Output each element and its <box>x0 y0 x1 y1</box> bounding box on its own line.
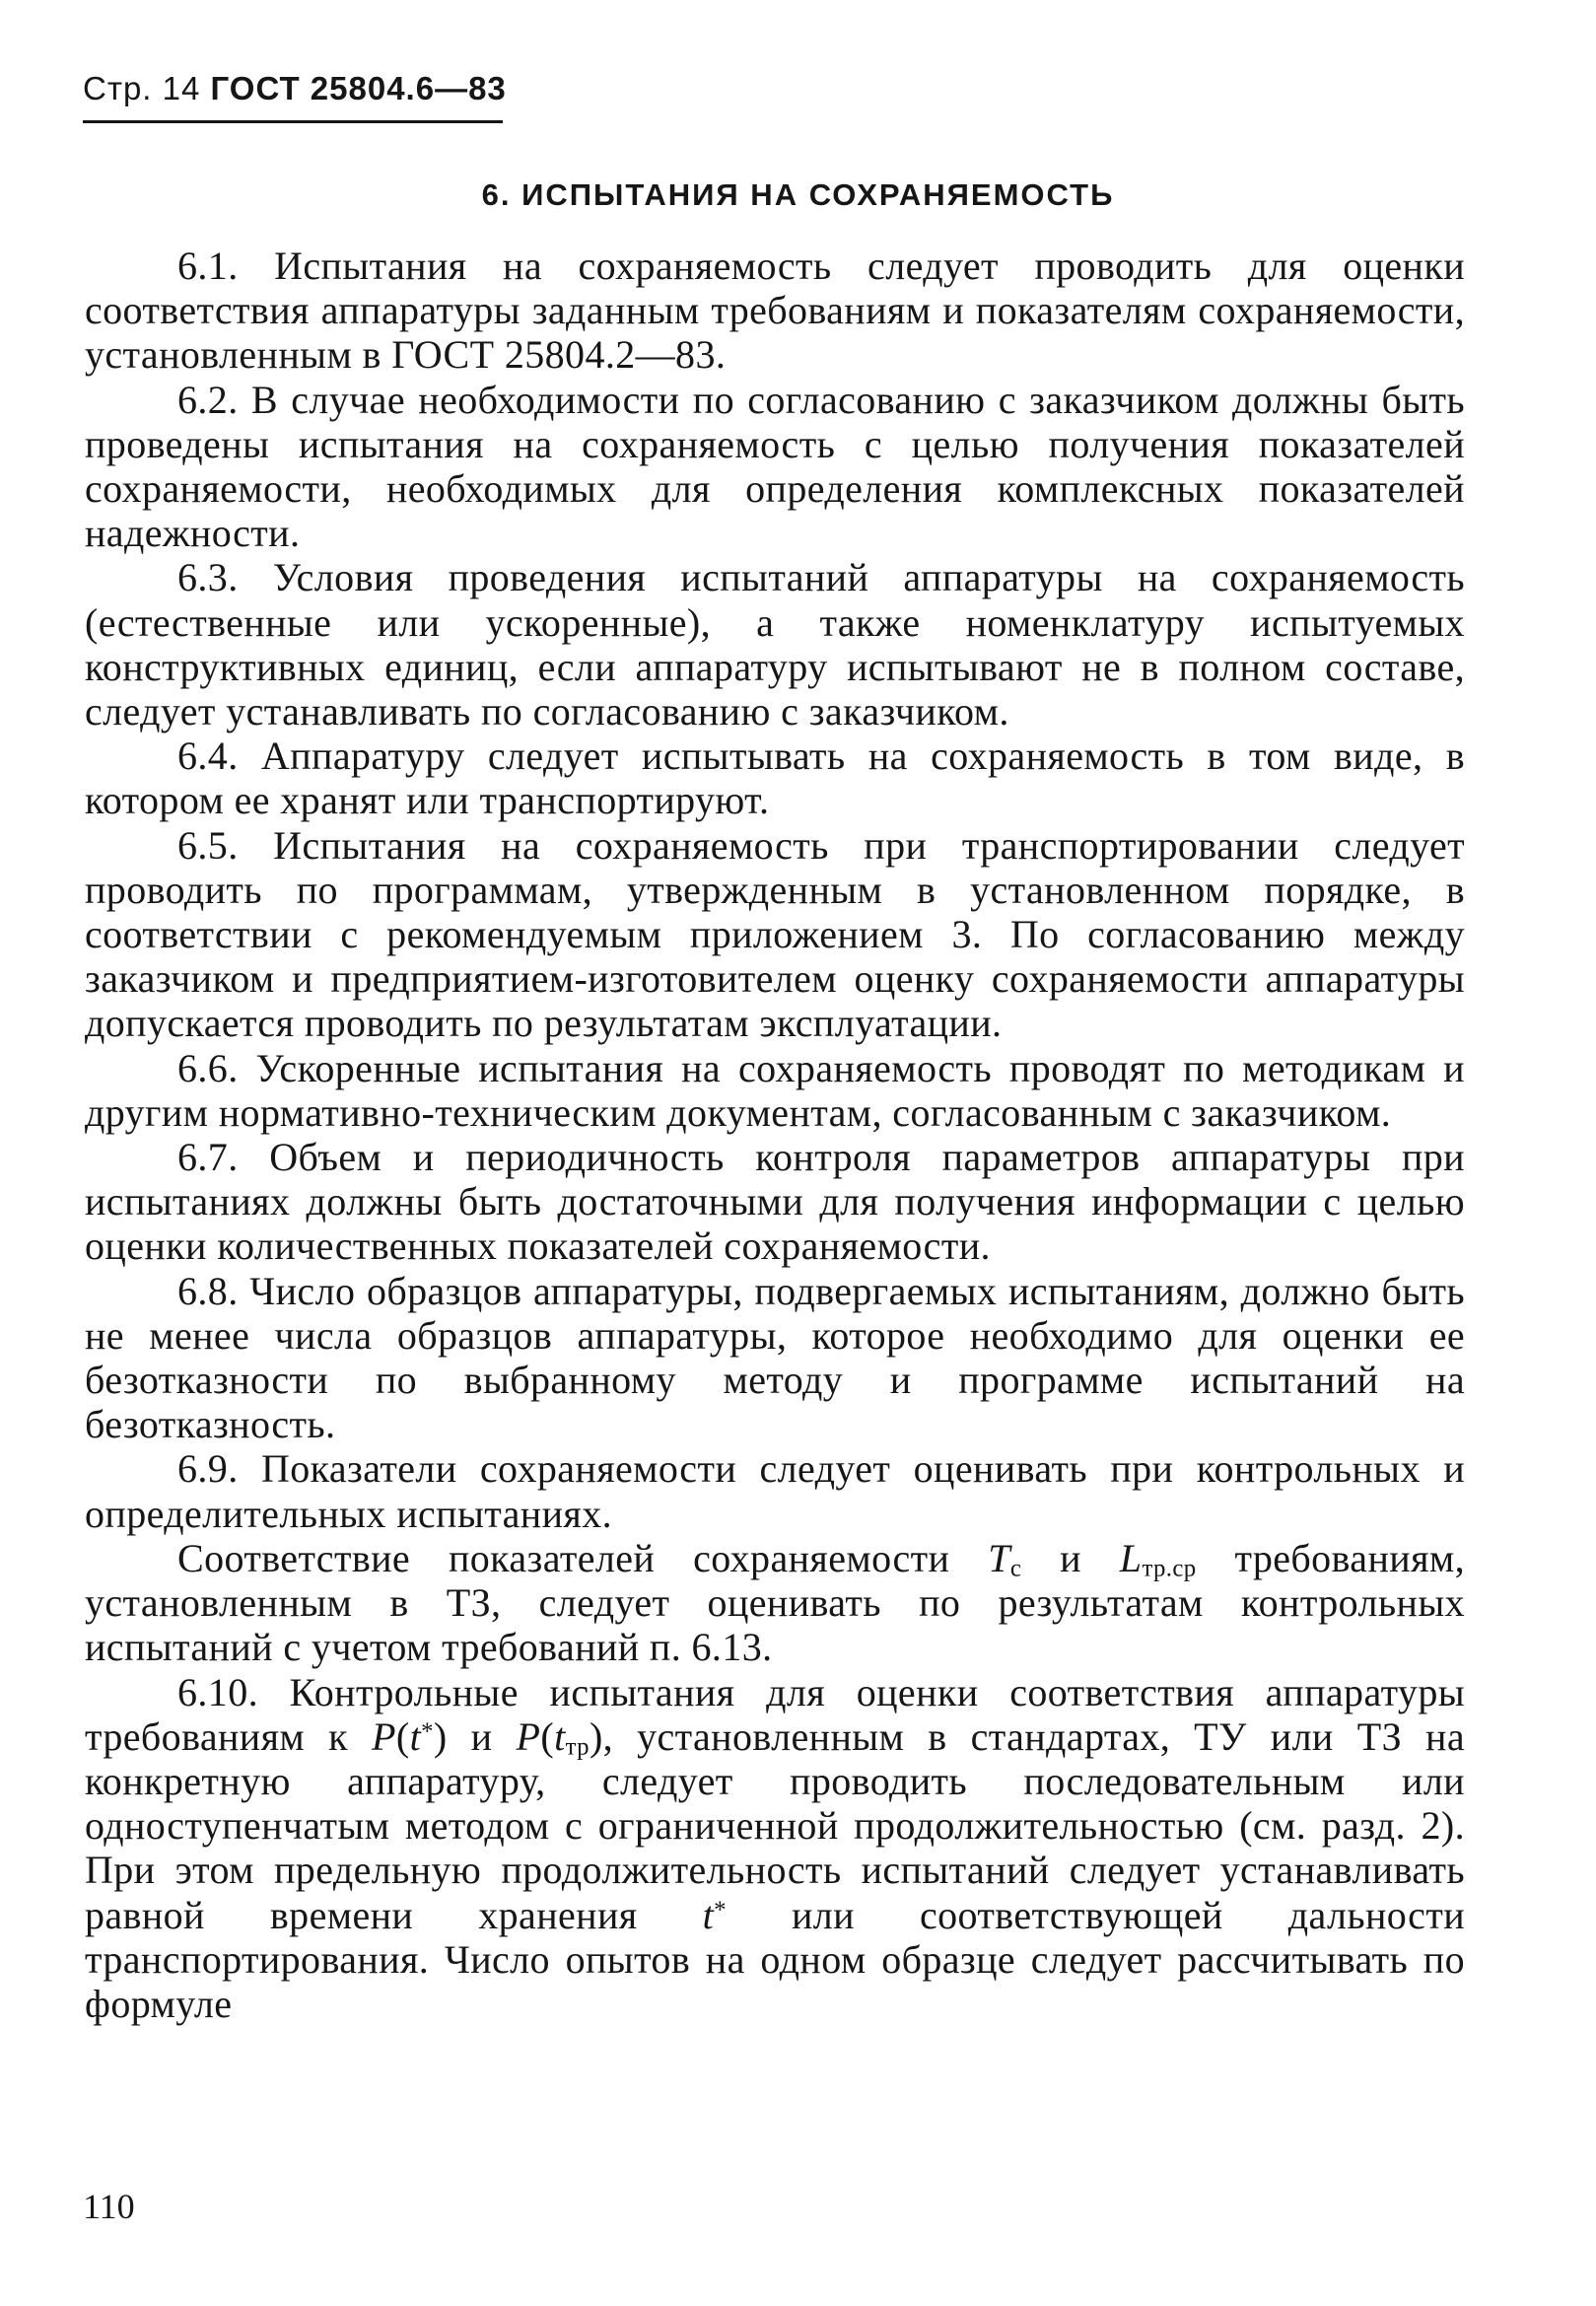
paragraph-6-10: 6.10. Контрольные испытания для оценки соответствия аппаратуры требованиям к P(t*) и $P(t_{тр})$, установленным в стандартах, ТУ или ТЗ на конкретную аппаратуру, следует проводить последовательным или одноступенчатым методом с ограниченной продолжительностью (см. разд. 2). При этом предельную продолжительность испытаний следует устанавливать равной времени хранения t* или соответствующей дальности транспортирования. Число опытов на одном образце следует рассчитывать по формуле <box>85 1669 1466 2026</box>
paragraph-6-9-conformity <box>85 1536 1465 1670</box>
paragraph-number: 6.1. <box>177 244 239 288</box>
paragraph-number: 6.10. <box>177 1669 258 1714</box>
symbol-l: L <box>1119 1535 1143 1580</box>
text-run: , установленным в стандартах, ТУ или ТЗ на конкретную аппаратуру, следует проводить последовательным или одноступенчатым методом с ограниченной продолжительностью (см. разд. 2). При этом предельную продолжительность испытаний следует устанавливать равной времени хранения <box>85 1713 1466 1937</box>
paragraph-number: 6.6. <box>177 1045 239 1090</box>
paragraph-text: Число образцов аппаратуры, подвергаемых испытаниям, должно быть не менее числа образцов аппаратуры, которое необходимо для оценки ее безотказности по выбранному методу и программе испытаний на безотказность. <box>85 1268 1465 1447</box>
symbol-t: T <box>988 1535 1010 1580</box>
header-rule <box>83 120 503 123</box>
text-run: Контрольные испытания для оценки соответствия аппаратуры требованиям к <box>85 1669 1465 1759</box>
page-label: Стр. 14 <box>83 70 201 106</box>
text-run: и <box>1021 1535 1120 1580</box>
paragraph-6-9 <box>85 1446 1465 1535</box>
paragraph-6-5 <box>85 823 1465 1046</box>
paragraph-text: Условия проведения испытаний аппаратуры на сохраняемость (естественные или ускоренные), а также номенклатуру испытуемых конструктивных единиц, если аппаратуру испытывают не в полном составе, следует устанавливать по согласованию с заказчиком. <box>85 555 1465 734</box>
running-header <box>83 69 507 108</box>
paragraph-text: В случае необходимости по согласованию с заказчиком должны быть проведены испытания на сохраняемость с целью получения показателей сохраняемости, необходимых для определения комплексных показателей надежности. <box>85 377 1465 556</box>
page-number: 110 <box>83 2187 135 2226</box>
paragraph-number: 6.7. <box>177 1135 239 1180</box>
paragraph-text: Показатели сохраняемости следует оценивать при контрольных и определительных испытаниях. <box>85 1446 1465 1536</box>
paragraph-number: 6.2. <box>177 377 239 422</box>
formula-asterisk: * <box>714 1896 727 1923</box>
formula-p: P <box>372 1713 396 1759</box>
paragraph-text: Испытания на сохраняемость при транспортировании следует проводить по программам, утвержденным в установленном порядке, в соответствии с рекомендуемым приложением 3. По согласованию между заказчиком и предприятием-изготовителем оценку сохраняемости аппаратуры допускается проводить по результатам эксплуатации. <box>85 822 1465 1046</box>
paragraph-6-1 <box>85 244 1465 378</box>
paragraph-number: 6.9. <box>177 1446 239 1492</box>
standard-designation: ГОСТ 25804.6—83 <box>210 70 507 106</box>
paragraph-text: Ускоренные испытания на сохраняемость проводят по методикам и другим нормативно-техническим документам, согласованным с заказчиком. <box>85 1045 1465 1135</box>
formula-asterisk: * <box>421 1717 434 1745</box>
text-run: требованиям, установленным в ТЗ, следует оценивать по результатам контрольных испытаний с учетом требований п. 6.13. <box>85 1535 1465 1670</box>
paragraph-number: 6.4. <box>177 734 239 779</box>
formula-t: t <box>554 1713 566 1759</box>
paragraph-text: Объем и периодичность контроля параметров аппаратуры при испытаниях должны быть достаточными для получения информации с целью оценки количественных показателей сохраняемости. <box>85 1135 1465 1269</box>
formula-t: t <box>409 1713 422 1759</box>
paragraph-6-7 <box>85 1135 1465 1269</box>
paragraph-6-3 <box>85 555 1465 734</box>
formula-t: t <box>702 1892 715 1937</box>
body-text <box>85 244 1465 2026</box>
formula-subscript: тр <box>565 1733 590 1761</box>
text-run: Соответствие показателей сохраняемости <box>177 1535 989 1580</box>
symbol-l-subscript: тр.ср <box>1142 1555 1197 1582</box>
paragraph-6-2 <box>85 378 1465 556</box>
formula-p: P <box>516 1713 541 1759</box>
paragraph-6-4 <box>85 734 1465 822</box>
paragraph-text: Испытания на сохраняемость следует проводить для оценки соответствия аппаратуры заданным требованиям и показателям сохраняемости, установленным в ГОСТ 25804.2—83. <box>85 244 1465 378</box>
paragraph-text: Аппаратуру следует испытывать на сохраняемость в том виде, в котором ее хранят или транспортируют. <box>85 734 1466 823</box>
text-run: и <box>447 1713 517 1759</box>
text-run: или соответствующей дальности транспортирования. Число опытов на одном образце следует рассчитывать по формуле <box>85 1892 1465 2026</box>
paragraph-number: 6.3. <box>177 555 239 600</box>
paragraph-number: 6.5. <box>177 822 239 868</box>
section-title: 6. ИСПЫТАНИЯ НА СОХРАНЯЕМОСТЬ <box>481 177 1115 212</box>
paragraph-6-6 <box>85 1046 1465 1135</box>
paragraph-6-8 <box>85 1269 1465 1447</box>
symbol-t-subscript: с <box>1009 1555 1022 1582</box>
paragraph-number: 6.8. <box>177 1268 239 1313</box>
